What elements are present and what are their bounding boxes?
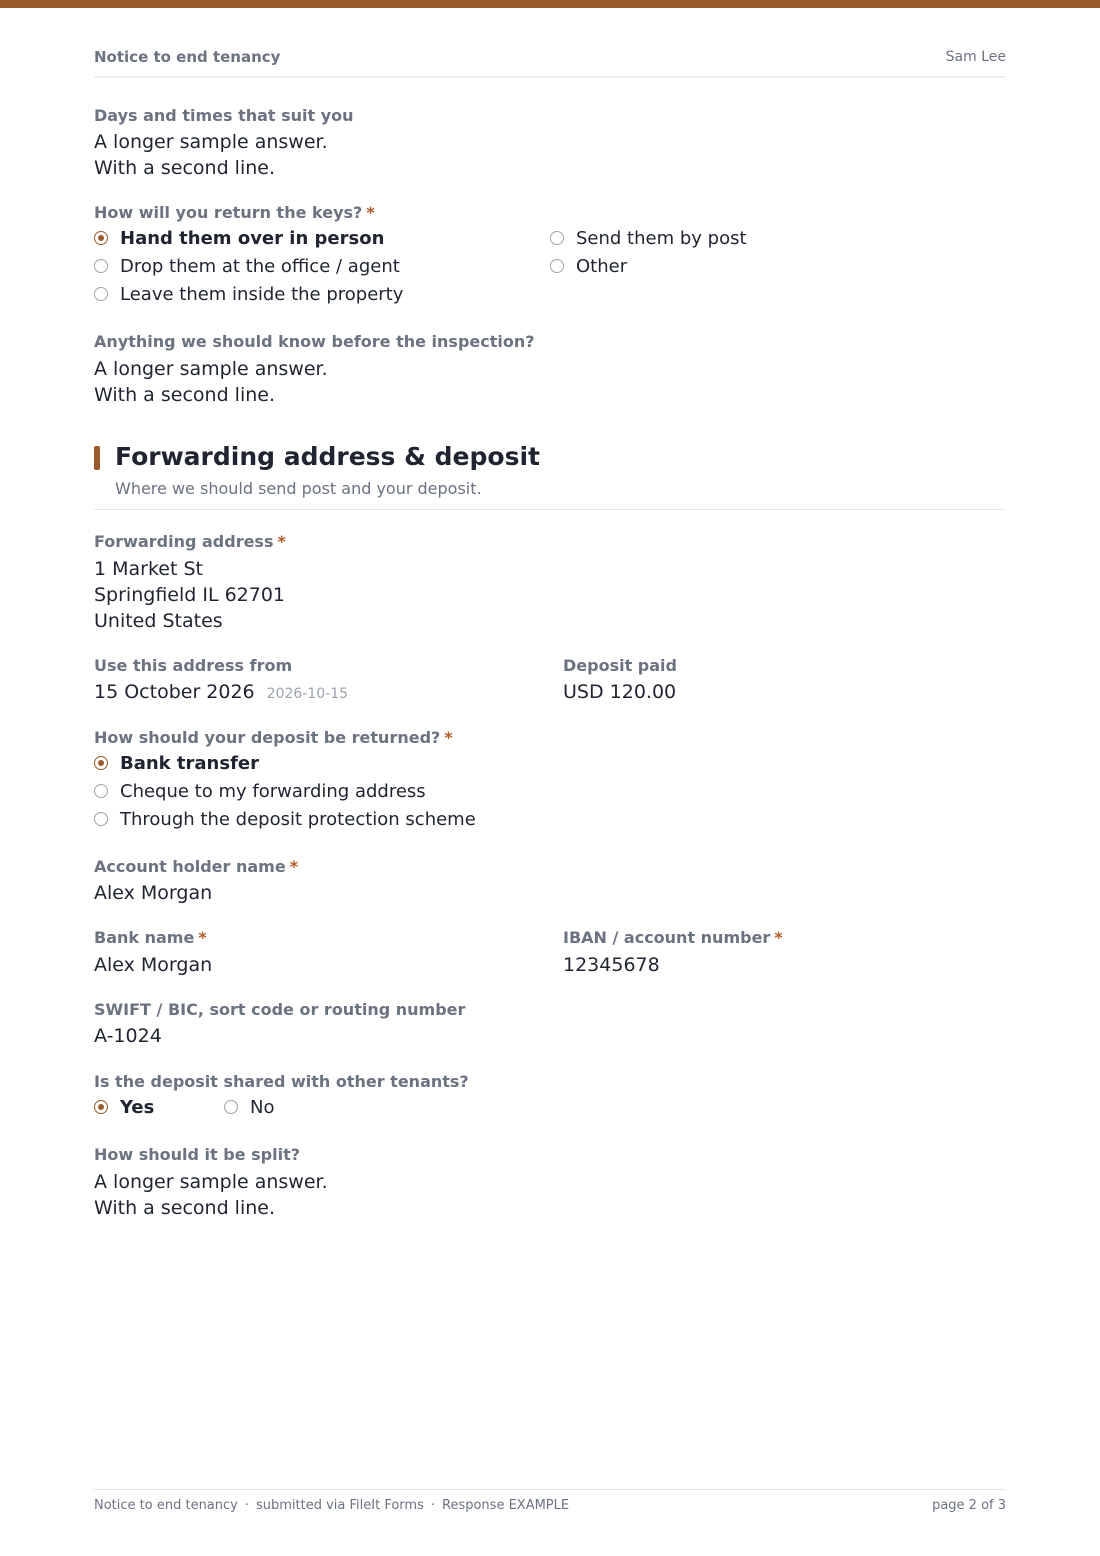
section-divider [94, 509, 1006, 510]
label-text: Forwarding address [94, 532, 274, 551]
section-title: Forwarding address & deposit [115, 442, 540, 471]
date-iso: 2026-10-15 [266, 686, 349, 702]
radio-selected-icon [94, 1100, 108, 1114]
field-label-deposit-paid: Deposit paid [563, 656, 677, 675]
field-value-days-times: A longer sample answer. With a second line. [94, 131, 328, 179]
required-marker: * [366, 203, 375, 222]
field-label-swift: SWIFT / BIC, sort code or routing number [94, 1000, 466, 1019]
footer-response: Response EXAMPLE [442, 1498, 570, 1513]
field-label-iban [563, 928, 783, 947]
field-label-days-times: Days and times that suit you [94, 106, 354, 125]
field-label-return-keys [94, 203, 375, 222]
option-label: No [250, 1097, 275, 1118]
form-title: Notice to end tenancy [94, 48, 281, 66]
option-label: Bank transfer [120, 753, 259, 774]
field-label-split: How should it be split? [94, 1145, 300, 1164]
footer-submitted: submitted via FileIt Forms [256, 1498, 424, 1513]
field-label-use-from: Use this address from [94, 656, 293, 675]
section-subtitle: Where we should send post and your deposit. [115, 479, 482, 498]
respondent-name: Sam Lee [945, 49, 1006, 65]
radio-empty-icon [94, 784, 108, 798]
footer-separator: · [430, 1498, 435, 1513]
option-label: Yes [120, 1097, 155, 1118]
radio-empty-icon [550, 259, 564, 273]
field-value-split: A longer sample answer. With a second line. [94, 1171, 328, 1219]
option-label: Other [576, 256, 628, 277]
footer-form-name: Notice to end tenancy [94, 1498, 238, 1513]
field-label-bank-name [94, 928, 207, 947]
field-label-account-holder [94, 857, 298, 876]
option-label: Leave them inside the property [120, 284, 404, 305]
option-label: Drop them at the office / agent [120, 256, 400, 277]
field-label-return-method [94, 728, 453, 747]
section-accent-bar [94, 446, 100, 470]
radio-empty-icon [94, 259, 108, 273]
radio-empty-icon [94, 287, 108, 301]
option-label: Cheque to my forwarding address [120, 781, 426, 802]
field-value-bank-name: Alex Morgan [94, 954, 213, 976]
label-text: Account holder name [94, 857, 286, 876]
label-text: Bank name [94, 928, 195, 947]
required-marker: * [774, 928, 783, 947]
radio-empty-icon [550, 231, 564, 245]
radio-empty-icon [94, 812, 108, 826]
field-value-account-holder: Alex Morgan [94, 882, 213, 904]
required-marker: * [444, 728, 453, 747]
footer-info [94, 1498, 569, 1513]
field-value-forwarding-address: 1 Market St Springfield IL 62701 United States [94, 558, 286, 632]
label-text: How should your deposit be returned? [94, 728, 441, 747]
radio-selected-icon [94, 231, 108, 245]
field-label-forwarding-address [94, 532, 286, 551]
radio-selected-icon [94, 756, 108, 770]
field-value-iban: 12345678 [563, 954, 660, 976]
label-text: IBAN / account number [563, 928, 771, 947]
field-label-shared: Is the deposit shared with other tenants? [94, 1072, 469, 1091]
field-label-before-inspection: Anything we should know before the inspection? [94, 332, 535, 351]
radio-empty-icon [224, 1100, 238, 1114]
field-value-swift: A-1024 [94, 1025, 162, 1047]
required-marker: * [277, 532, 286, 551]
field-value-use-from [94, 679, 348, 707]
footer-divider [94, 1489, 1006, 1490]
option-label: Through the deposit protection scheme [120, 809, 476, 830]
field-value-deposit-paid: USD 120.00 [563, 681, 677, 703]
label-text: How will you return the keys? [94, 203, 363, 222]
page-number: page 2 of 3 [932, 1498, 1006, 1513]
footer-separator: · [244, 1498, 249, 1513]
top-accent-bar [0, 0, 1100, 8]
required-marker: * [289, 857, 299, 876]
running-header [94, 48, 1006, 78]
option-label: Send them by post [576, 228, 747, 249]
date-text: 15 October 2026 [94, 681, 255, 703]
required-marker: * [198, 928, 207, 947]
field-value-before-inspection: A longer sample answer. With a second line. [94, 358, 328, 406]
option-label: Hand them over in person [120, 228, 385, 249]
